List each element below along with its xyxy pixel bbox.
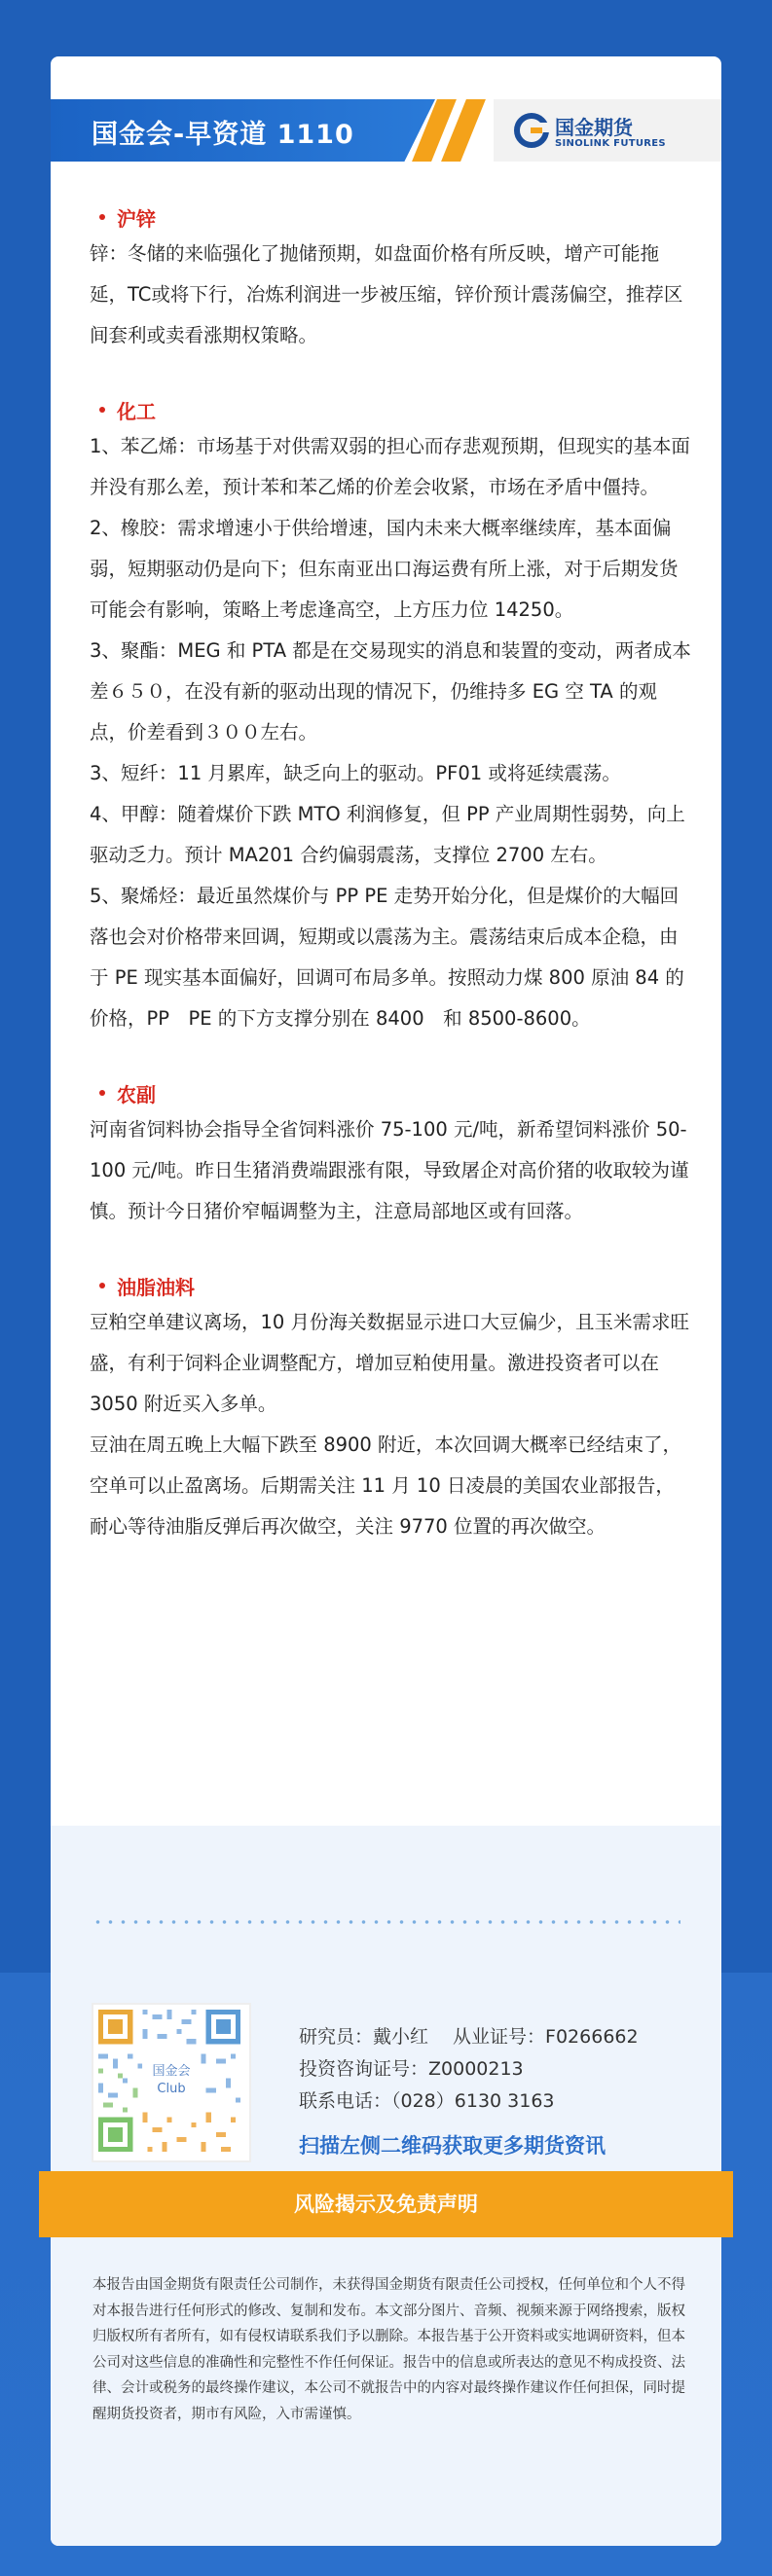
section-zinc <box>90 200 693 356</box>
section-title: 农副 <box>90 1076 693 1109</box>
qr-center-label: 国金会 Club <box>142 2063 201 2098</box>
sinolink-logo-icon <box>514 113 549 148</box>
bullet-dot-icon <box>99 1283 105 1288</box>
bullet-dot-icon <box>99 407 105 413</box>
paragraph: 锌：冬储的来临强化了抛储预期，如盘面价格有所反映，增产可能拖延，TC或将下行，冶炼利润进一步被压缩，锌价预计震荡偏空，推荐区间套利或卖看涨期权策略。 <box>90 242 683 346</box>
logo-name-cn: 国金期货 <box>555 116 633 139</box>
consult-license: 投资咨询证号：Z0000213 <box>299 2058 524 2080</box>
bullet-dot-icon <box>99 214 105 220</box>
paragraph: 豆粕空单建议离场，10 月份海关数据显示进口大豆偏少，且玉米需求旺盛，有利于饲料企业调整配方，增加豆粕使用量。激进投资者可以在 3050 附近买入多单。 <box>90 1311 690 1415</box>
paragraph: 5、聚烯烃：最近虽然煤价与 PP PE 走势开始分化，但是煤价的大幅回落也会对价格带来回调，短期或以震荡为主。震荡结束后成本企稳，由于 PE 现实基本面偏好，回调可布局多单。按照动力煤 800 原油 84 的价格，PP PE 的下方支撑分别在 8400 和 8500-8600。 <box>90 885 684 1030</box>
company-logo <box>494 99 721 162</box>
report-content <box>90 200 693 1584</box>
section-title: 油脂油料 <box>90 1269 693 1302</box>
page-title: 国金会-早资道 1110 <box>92 120 354 150</box>
section-oils <box>90 1269 693 1547</box>
paragraph: 3、短纤：11 月累库，缺乏向上的驱动。PF01 或将延续震荡。 <box>90 762 621 784</box>
contact-phone: 联系电话：（028）6130 3163 <box>299 2090 555 2112</box>
section-title: 沪锌 <box>90 200 693 234</box>
paragraph: 2、橡胶：需求增速小于供给增速，国内未来大概率继续库，基本面偏弱，短期驱动仍是向下；但东南亚出口海运费有所上涨，对于后期发货可能会有影响，策略上考虑逢高空，上方压力位 14250。 <box>90 517 679 621</box>
paragraph: 豆油在周五晚上大幅下跌至 8900 附近，本次回调大概率已经结束了，空单可以止盈离场。后期需关注 11 月 10 日凌晨的美国农业部报告，耐心等待油脂反弹后再次做空，关注 9770 位置的再次做空。 <box>90 1433 682 1538</box>
bullet-dot-icon <box>99 1090 105 1096</box>
paragraph: 1、苯乙烯：市场基于对供需双弱的担心而存悲观预期，但现实的基本面并没有那么差，预计苯和苯乙烯的价差会收紧，市场在矛盾中僵持。 <box>90 435 690 498</box>
analyst-info: 研究员：戴小红 从业证号：F0266662 <box>299 2026 639 2048</box>
scan-qr-prompt: 扫描左侧二维码获取更多期货资讯 <box>299 2134 606 2158</box>
paragraph: 河南省饲料协会指导全省饲料涨价 75-100 元/吨，新希望饲料涨价 50-100 元/吨。昨日生猪消费端跟涨有限，导致屠企对高价猪的收取较为谨慎。预计今日猪价窄幅调整为主，注意局部地区或有回落。 <box>90 1118 689 1222</box>
paragraph: 4、甲醇：随着煤价下跌 MTO 利润修复，但 PP 产业周期性弱势，向上驱动乏力。预计 MA201 合约偏弱震荡，支撑位 2700 左右。 <box>90 803 685 866</box>
risk-disclosure-banner: 风险揭示及免责声明 <box>39 2171 733 2237</box>
paragraph: 3、聚酯：MEG 和 PTA 都是在交易现实的消息和装置的变动，两者成本差６５０，在没有新的驱动出现的情况下，仍维持多 EG 空 TA 的观点，价差看到３００左右。 <box>90 639 691 744</box>
section-title: 化工 <box>90 393 693 426</box>
section-chemical <box>90 393 693 1039</box>
logo-name-en: SINOLINK FUTURES <box>555 138 666 149</box>
section-agri <box>90 1076 693 1232</box>
disclaimer-text: 本报告由国金期货有限责任公司制作，未获得国金期货有限责任公司授权，任何单位和个人不得对本报告进行任何形式的修改、复制和发布。本文部分图片、音频、视频来源于网络搜索，版权归版权所有者所有，如有侵权请联系我们予以删除。本报告基于公开资料或实地调研资料，但本公司对这些信息的准确性和完整性不作任何保证。报告中的信息或所表达的意见不构成投资、法律、会计或税务的最终操作建议，本公司不就报告中的内容对最终操作建议作任何担保，同时提醒期货投资者，期市有风险，入市需谨慎。 <box>92 2277 685 2422</box>
qr-code[interactable] <box>92 2003 251 2162</box>
dotted-divider <box>92 1920 680 1924</box>
